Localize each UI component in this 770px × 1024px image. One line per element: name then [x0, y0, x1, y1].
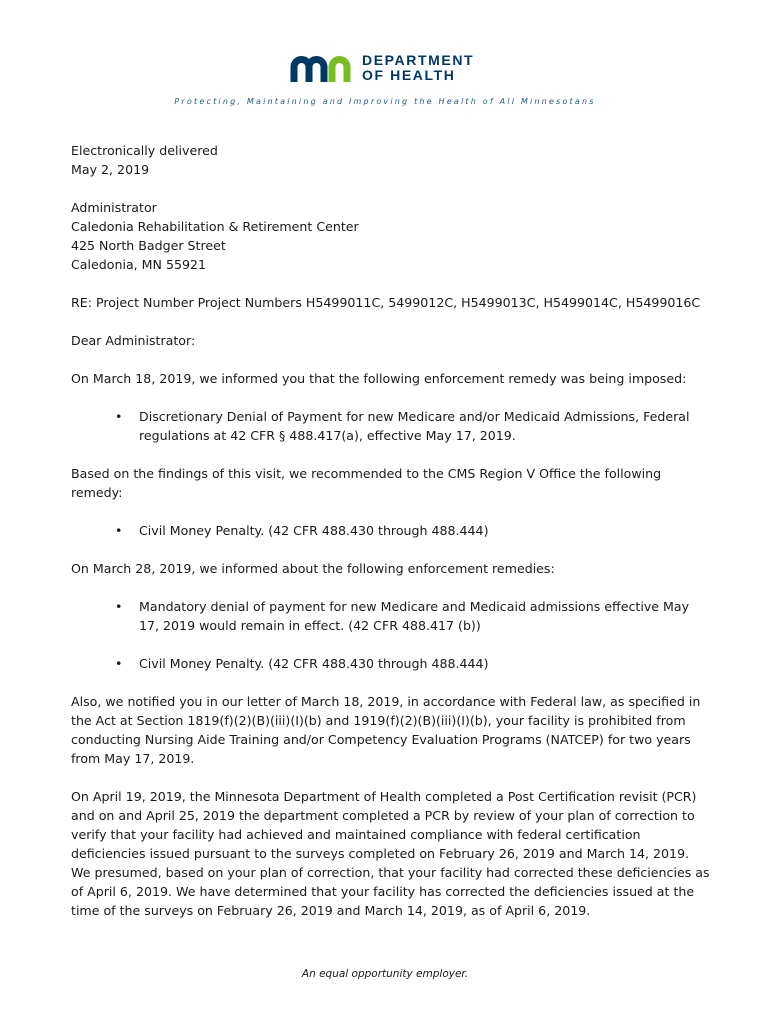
paragraph-4: Also, we notified you in our letter of March 18, 2019, in accordance with Federal law, as specified in the Act at Section 1819(f)(2)(B)(iii)(I)(b) and 1919(f)(2)(B)(iii)(I)(b), your facility is prohibited from conducting Nursing Aide Training and/or Competency Evaluation Programs (NATCEP) for two years from May 17, 2019. — [71, 694, 701, 766]
recipient-street: 425 North Badger Street — [71, 238, 226, 253]
letter-date: May 2, 2019 — [71, 162, 150, 177]
tagline: Protecting, Maintaining and Improving the Health of All Minnesotans — [174, 97, 596, 106]
paragraph-2: Based on the findings of this visit, we recommended to the CMS Region V Office the following remedy: — [71, 466, 662, 500]
delivery-method: Electronically delivered — [71, 143, 218, 158]
re-line: RE: Project Number Project Numbers H5499011C, 5499012C, H5499013C, H5499014C, H5499016C — [71, 295, 701, 310]
recipient-city: Caledonia, MN 55921 — [71, 257, 207, 272]
mdh-logo — [290, 52, 474, 84]
bullet-item-4: • Civil Money Penalty. (42 CFR 488.430 through 488.444) — [71, 654, 711, 673]
recipient-facility: Caledonia Rehabilitation & Retirement Center — [71, 219, 359, 234]
recipient-title: Administrator — [71, 200, 157, 215]
logo-wordmark — [362, 53, 474, 83]
logo-line-2: OF HEALTH — [362, 67, 456, 83]
bullet-item-2: • Civil Money Penalty. (42 CFR 488.430 through 488.444) — [71, 521, 711, 540]
paragraph-3: On March 28, 2019, we informed about the following enforcement remedies: — [71, 561, 555, 576]
salutation: Dear Administrator: — [71, 333, 196, 348]
logo-line-1: DEPARTMENT — [362, 52, 475, 68]
bullet-item-3: • Mandatory denial of payment for new Medicare and Medicaid admissions effective May 17, 2019 would remain in effect. (42 CFR 488.417 (b)) — [71, 597, 711, 635]
mn-logo-mark-icon — [290, 52, 354, 84]
bullet-item-1: • Discretionary Denial of Payment for new Medicare and/or Medicaid Admissions, Federal regulations at 42 CFR § 488.417(a), effective May 17, 2019. — [71, 407, 711, 445]
letter-body — [71, 141, 711, 920]
paragraph-1: On March 18, 2019, we informed you that the following enforcement remedy was being imposed: — [71, 371, 687, 386]
footer-note: An equal opportunity employer. — [301, 968, 469, 980]
paragraph-5: On April 19, 2019, the Minnesota Department of Health completed a Post Certification revisit (PCR) and on and April 25, 2019 the department completed a PCR by review of your plan of correction to verify that your facility had achieved and maintained compliance with federal certification deficiencies issued pursuant to the surveys completed on February 26, 2019 and March 14, 2019. We presumed, based on your plan of correction, that your facility had corrected these deficiencies as of April 6, 2019. We have determined that your facility has corrected the deficiencies issued at the time of the surveys on February 26, 2019 and March 14, 2019, as of April 6, 2019. — [71, 789, 710, 918]
